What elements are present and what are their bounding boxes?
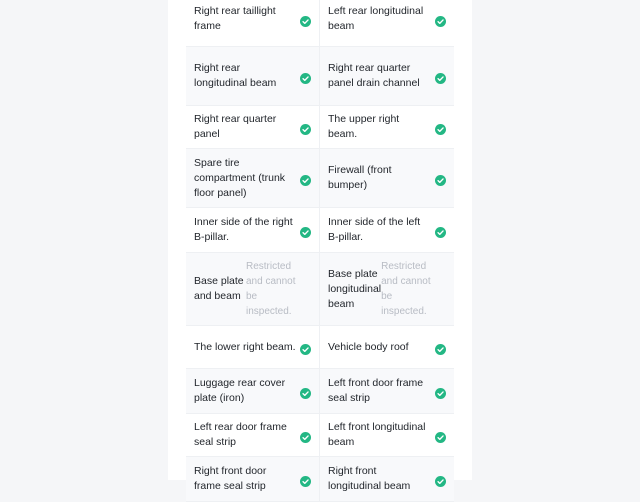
inspection-item	[186, 149, 320, 207]
item-label: Right front longitudinal beam	[328, 465, 411, 492]
table-row	[186, 457, 454, 502]
inspection-item	[320, 47, 454, 105]
item-label: The upper right beam.	[328, 113, 400, 140]
check-circle-icon	[300, 225, 311, 236]
table-row	[186, 106, 454, 149]
check-circle-icon	[300, 71, 311, 82]
table-row	[186, 47, 454, 106]
inspection-item	[320, 457, 454, 501]
table-row	[186, 414, 454, 457]
item-label: Luggage rear cover plate (iron)	[194, 377, 286, 404]
item-label: Left front door frame seal strip	[328, 377, 424, 404]
item-label: Base plate and beam	[194, 275, 244, 302]
check-circle-icon	[435, 225, 446, 236]
inspection-item	[320, 149, 454, 207]
item-label: Right rear taillight frame	[194, 5, 276, 32]
check-circle-icon	[300, 386, 311, 397]
check-circle-icon	[435, 71, 446, 82]
inspection-item	[320, 0, 454, 46]
table-row	[186, 326, 454, 369]
table-row	[186, 208, 454, 253]
item-label: Firewall (front bumper)	[328, 164, 392, 191]
inspection-card	[168, 0, 472, 492]
item-label: Left rear longitudinal beam	[328, 5, 424, 32]
item-label: The lower right beam.	[194, 340, 296, 353]
table-row	[186, 149, 454, 208]
check-circle-icon	[300, 342, 311, 353]
check-circle-icon	[435, 122, 446, 133]
inspection-item	[320, 106, 454, 148]
item-label: Base plate longitudinal beam	[328, 267, 382, 310]
restricted-note: Restricted and cannot be inspected.	[381, 261, 431, 317]
inspection-item	[186, 208, 320, 252]
item-label: Right rear longitudinal beam	[194, 62, 277, 89]
inspection-item	[186, 253, 320, 325]
inspection-item	[320, 369, 454, 413]
inspection-item	[186, 369, 320, 413]
inspection-item	[186, 457, 320, 501]
item-label: Vehicle body roof	[328, 340, 409, 353]
item-label: Left rear door frame seal strip	[194, 421, 287, 448]
check-circle-icon	[435, 173, 446, 184]
check-circle-icon	[300, 14, 311, 25]
inspection-item	[186, 47, 320, 105]
item-label: Right rear quarter panel drain channel	[328, 62, 420, 89]
table-row	[186, 253, 454, 326]
check-circle-icon	[435, 342, 446, 353]
check-circle-icon	[300, 173, 311, 184]
check-circle-icon	[435, 14, 446, 25]
check-circle-icon	[435, 474, 446, 485]
inspection-item	[186, 414, 320, 456]
restricted-note: Restricted and cannot be inspected.	[246, 261, 296, 317]
table-row	[186, 369, 454, 414]
inspection-item	[320, 208, 454, 252]
check-circle-icon	[435, 386, 446, 397]
inspection-item	[186, 0, 320, 46]
inspection-item	[320, 253, 454, 325]
item-label: Inner side of the right B-pillar.	[194, 216, 293, 243]
check-circle-icon	[300, 474, 311, 485]
item-label: Inner side of the left B-pillar.	[328, 216, 421, 243]
item-label: Spare tire compartment (trunk floor panel)	[194, 156, 286, 199]
item-label: Left front longitudinal beam	[328, 421, 426, 448]
item-label: Right front door frame seal strip	[194, 465, 267, 492]
item-label: Right rear quarter panel	[194, 113, 277, 140]
check-circle-icon	[300, 430, 311, 441]
inspection-item	[320, 414, 454, 456]
inspection-item	[186, 106, 320, 148]
check-circle-icon	[300, 122, 311, 133]
inspection-table	[186, 0, 454, 502]
inspection-item	[186, 326, 320, 368]
check-circle-icon	[435, 430, 446, 441]
table-row	[186, 0, 454, 47]
inspection-item	[320, 326, 454, 368]
